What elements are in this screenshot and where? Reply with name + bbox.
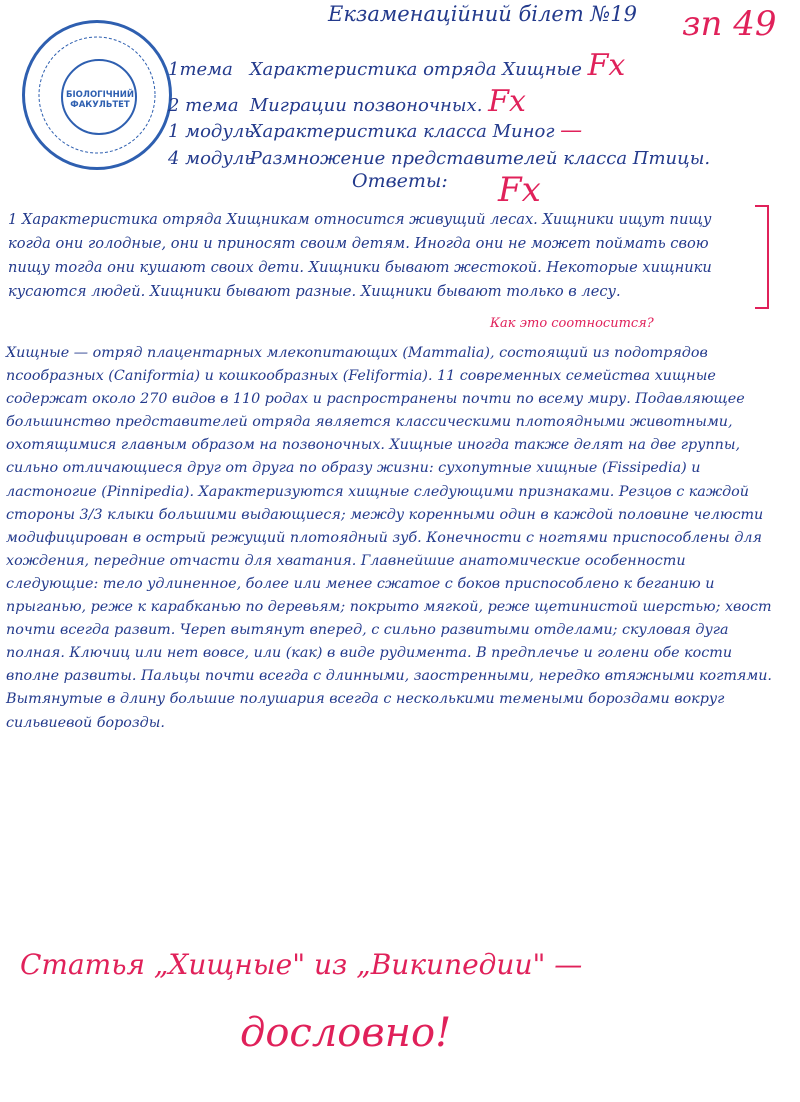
university-stamp — [22, 20, 172, 170]
teacher-remark-line2: дословно! — [240, 1010, 452, 1056]
topic-number: 4 модуль — [168, 148, 255, 169]
stamp-faculty-line1: БІОЛОГІЧНИЙ — [66, 90, 134, 100]
topic-text: Миграции позвоночных. — [249, 95, 483, 116]
answer-paragraph-2: Хищные — отряд плацентарных млекопитающих (Mammalia), состоящий из подотрядов псообразных (Caniformia) и кошкообразных (Feliformia). 11 современных семейства хищные содержат около 270 видов в 110 родах и распространены почти по всему миру. Подавляющее большинство представителей отряда является классическими плотоядными животными, охотящимися главным образом на позвоночных. Хищные иногда также делят на две группы, сильно отличающиеся друг от друга по образу жизни: сухопутные хищные (Fissipedia) и ластоногие (Pinnipedia). Характеризуются хищные следующими признаками. Резцов с каждой стороны 3/3 клыки большими выдающиеся; между коренными один в каждой половине челюсти модифицирован в острый режущий плотоядный зуб. Конечности с ногтями приспособлены для хождения, передние отчасти для хватания. Главнейшие анатомические особенности следующие: тело удлиненное, более или менее сжатое с боков приспособлено к беганию и прыганью, реже к карабканью по деревьям; покрыто мягкой, реже щетинистой шерстью; хвост почти всегда развит. Череп вытянут вперед, с сильно развитыми отделами; скуловая дуга полная. Ключиц или нет вовсе, или (как) в виде рудимента. В предплечье и голени обе кости вполне развиты. Пальцы почти всегда с длинными, заостренными, нередко втяжными когтями. Вытянутые в длину большие полушария всегда с несколькими темеными бороздами вокруг сильвиевой борозды. — [6, 345, 772, 731]
stamp-faculty-line2: ФАКУЛЬТЕТ — [70, 100, 130, 110]
topic-number: 1тема — [168, 59, 233, 80]
teacher-remark-line1: Статья „Хищные" из „Википедии" — — [20, 948, 583, 981]
stamp-faculty-text — [55, 90, 145, 110]
answer-paragraph-1: 1 Характеристика отряда Хищникам относится живущий лесах. Хищники ищут пищу когда они голодные, они и приносят своим детям. Иногда они не может поймать свою пищу тогда они кушают своих дети. Хищники бывают жестокой. Некоторые хищники кусаются людей. Хищники бывают разные. Хищники бывают только в лесу. — [8, 211, 712, 300]
topic-mark: Fx — [488, 84, 526, 119]
red-bracket — [755, 205, 769, 309]
topic-row-3 — [168, 118, 582, 143]
topic-row-2 — [168, 84, 526, 119]
topic-text: Размножение представителей класса Птицы. — [249, 148, 711, 169]
teacher-note: Как это соотносится? — [490, 316, 654, 331]
topic-number: 2 тема — [168, 95, 239, 116]
grade-mark: зп 49 — [682, 4, 777, 44]
topic-mark: Fx — [587, 48, 626, 83]
topic-text: Характеристика отряда Хищные — [249, 59, 582, 80]
answers-mark: Fx — [498, 170, 541, 210]
answers-title: Ответы: — [352, 170, 448, 192]
topic-mark: — — [560, 118, 583, 143]
topic-number: 1 модуль — [168, 121, 255, 142]
topic-text: Характеристика класса Миног — [249, 121, 555, 142]
ticket-title: Екзаменаційний білет №19 — [328, 2, 638, 26]
topic-row-1 — [168, 48, 625, 83]
topic-row-4 — [168, 148, 710, 169]
